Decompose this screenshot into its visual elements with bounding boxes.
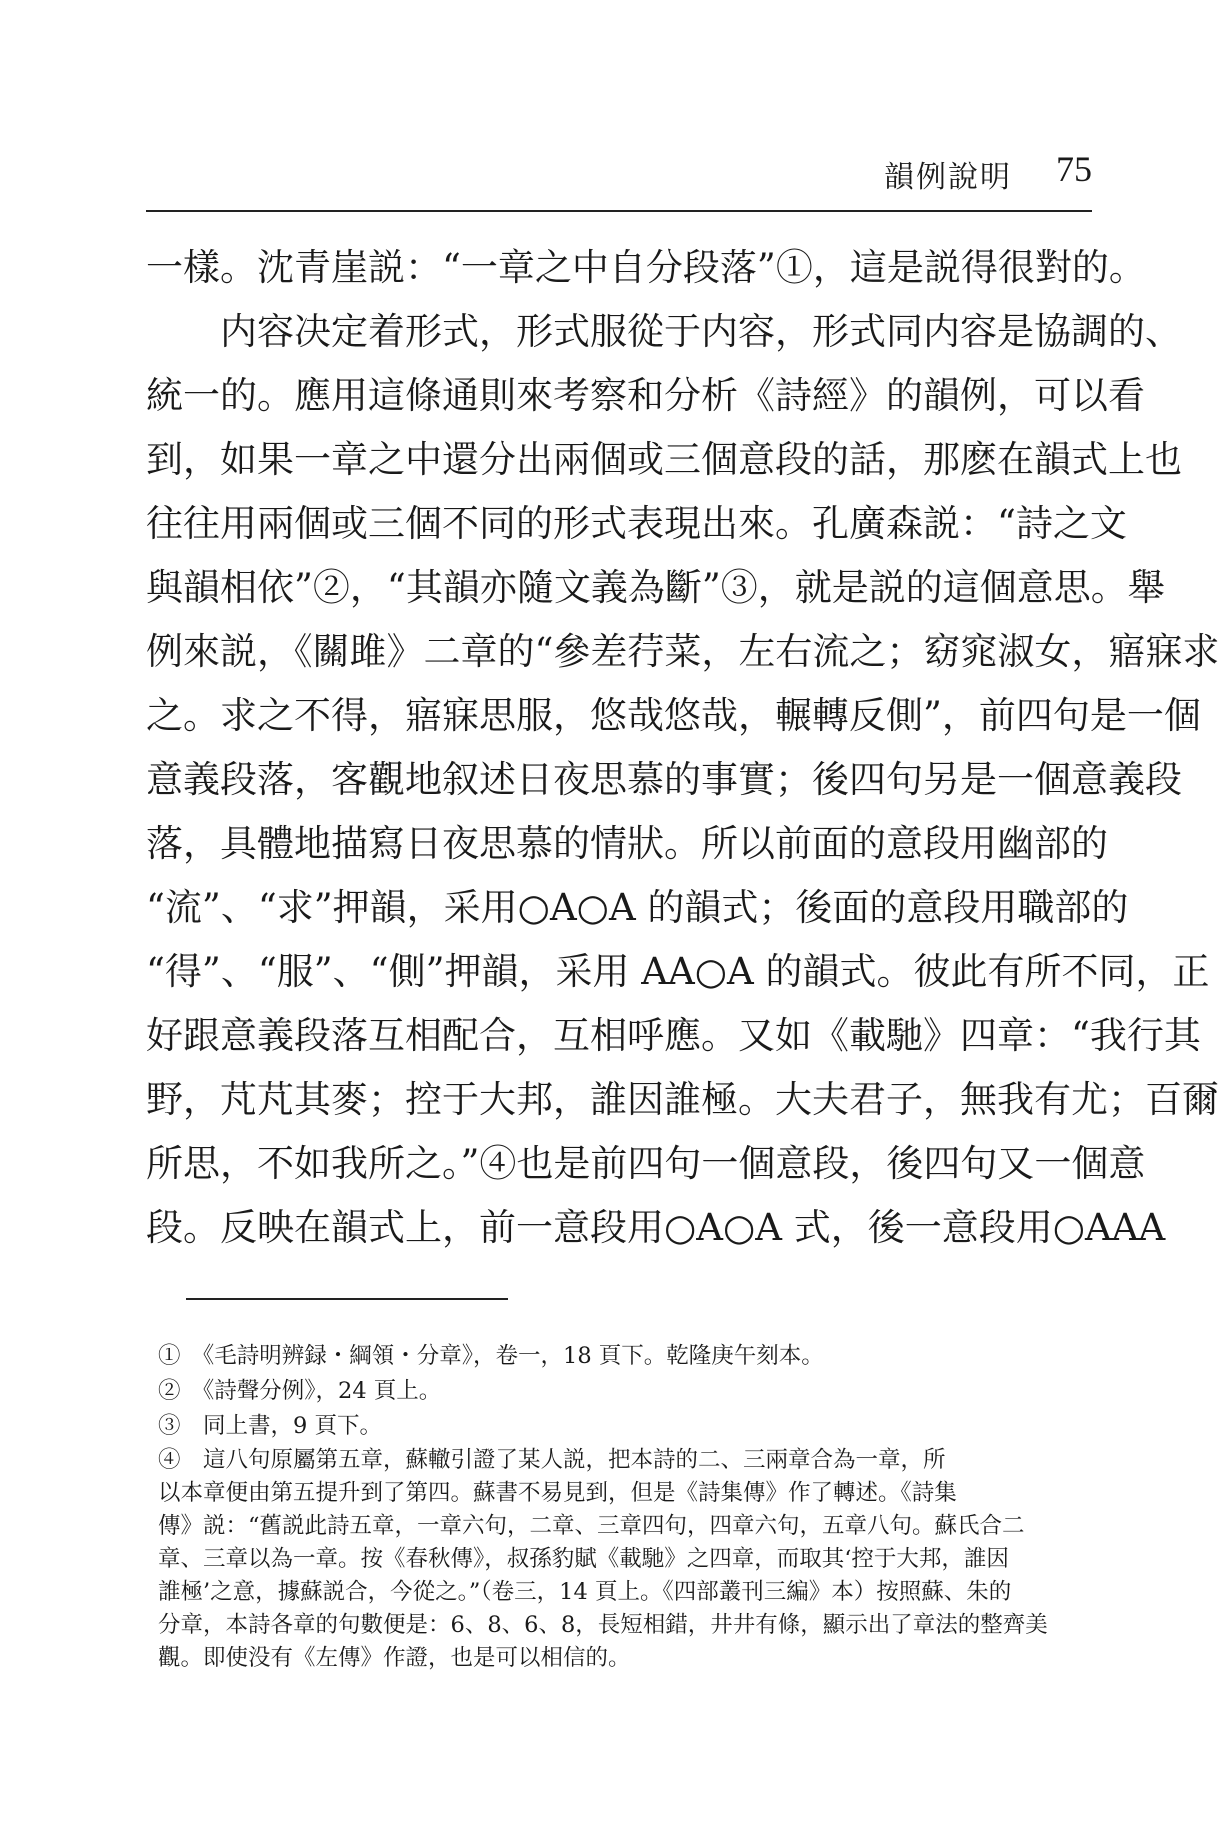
header-rule (146, 210, 1092, 212)
text-line: 例來説，《關雎》二章的“參差荇菜，左右流之；窈窕淑女，寤寐求 (146, 630, 1219, 673)
text-line: “流”、“求”押韻，采用○A○A 的韻式；後面的意段用職部的 (146, 886, 1129, 929)
text-line: 好跟意義段落互相配合，互相呼應。又如《載馳》四章：“我行其 (146, 1014, 1201, 1057)
main-text (146, 236, 1219, 1260)
running-header (146, 148, 1092, 195)
footnote-4-line: 以本章便由第五提升到了第四。蘇書不易見到，但是《詩集傳》作了轉述。《詩集 (158, 1480, 957, 1506)
text-line: 内容决定着形式，形式服從于内容，形式同内容是協調的、 (146, 310, 1182, 353)
text-line: 段。反映在韻式上，前一意段用○A○A 式，後一意段用○AAA (146, 1206, 1166, 1249)
footnote-4-line: 觀。即使没有《左傳》作證，也是可以相信的。 (158, 1645, 631, 1671)
footnote-rule (186, 1298, 508, 1300)
text-line: 往往用兩個或三個不同的形式表現出來。孔廣森説：“詩之文 (146, 502, 1127, 545)
text-line: 落，具體地描寫日夜思慕的情狀。所以前面的意段用幽部的 (146, 822, 1108, 865)
text-line: 之。求之不得，寤寐思服，悠哉悠哉，輾轉反側”，前四句是一個 (146, 694, 1201, 737)
footnotes (158, 1339, 1092, 1675)
text-line: 一樣。沈青崖説：“一章之中自分段落”①，這是説得很對的。 (146, 246, 1146, 289)
text-line: 意義段落，客觀地叙述日夜思慕的事實；後四句另是一個意義段 (146, 758, 1182, 801)
footnote-4-line: 誰極’之意，據蘇説合，今從之。”（卷三，14 頁上。《四部叢刊三編》本）按照蘇、朱的 (158, 1579, 1012, 1605)
text-line: 到，如果一章之中還分出兩個或三個意段的話，那麽在韻式上也 (146, 438, 1182, 481)
footnote-4: ④ 這八句原屬第五章，蘇轍引證了某人説，把本詩的二、三兩章合為一章，所 (158, 1447, 946, 1473)
footnote-1: ① 《毛詩明辨録・綱領・分章》，卷一，18 頁下。乾隆庚午刻本。 (158, 1343, 824, 1369)
text-line: 所思，不如我所之。”④也是前四句一個意段，後四句又一個意 (146, 1142, 1146, 1185)
page-number: 75 (1056, 149, 1092, 189)
footnote-4-line: 傳》説：“舊説此詩五章，一章六句，二章、三章四句，四章六句，五章八句。蘇氏合二 (158, 1513, 1025, 1539)
text-line: 統一的。應用這條通則來考察和分析《詩經》的韻例，可以看 (146, 374, 1145, 417)
text-line: 與韻相依”②，“其韻亦隨文義為斷”③，就是説的這個意思。舉 (146, 566, 1165, 609)
text-line: “得”、“服”、“側”押韻，采用 AA○A 的韻式。彼此有所不同，正 (146, 950, 1210, 993)
footnote-4-line: 章、三章以為一章。按《春秋傳》，叔孫豹賦《載馳》之四章，而取其‘控于大邦，誰因 (158, 1546, 1009, 1572)
footnote-3: ③ 同上書，9 頁下。 (158, 1413, 382, 1439)
text-line: 野，芃芃其麥；控于大邦，誰因誰極。大夫君子，無我有尤；百爾 (146, 1078, 1219, 1121)
running-title: 韻例說明 (884, 160, 1012, 195)
footnote-2: ② 《詩聲分例》，24 頁上。 (158, 1378, 442, 1404)
footnote-4-line: 分章，本詩各章的句數便是：6、8、6、8，長短相錯，井井有條，顯示出了章法的整齊美 (158, 1612, 1048, 1638)
